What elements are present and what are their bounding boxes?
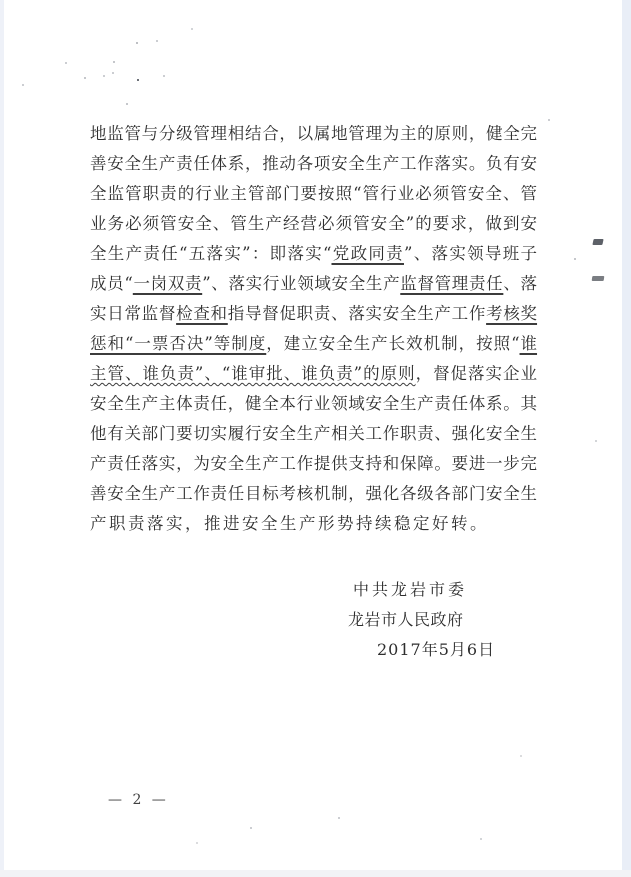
body-line xyxy=(90,179,537,209)
underlined-text-segment: 监督管理责任 xyxy=(400,274,504,293)
body-line xyxy=(90,299,537,329)
body-line xyxy=(90,329,537,359)
page-number: — 2 — xyxy=(108,792,169,808)
body-line xyxy=(90,239,537,269)
text-segment: 安全生产主体责任，健全本行业领域安全生产责任体系。其 xyxy=(90,394,537,413)
text-segment: 善安全生产工作责任目标考核机制，强化各级各部门安全生 xyxy=(90,484,537,503)
signature-party-committee: 中共龙岩市委 xyxy=(353,580,468,599)
text-segment: ”、落实领导班子 xyxy=(403,244,538,263)
body-line xyxy=(90,389,537,419)
underlined-text-segment: 惩和“一票否决”等制度 xyxy=(90,334,267,353)
signature-date: 2017年5月6日 xyxy=(377,640,496,659)
underlined-text-segment: 党政同责 xyxy=(331,244,404,263)
scan-edge-band-right xyxy=(622,0,631,877)
text-segment: 指导督促职责、落实安全生产工作 xyxy=(227,304,487,323)
text-segment: 全监管职责的行业主管部门要按照“管行业必须管安全、管 xyxy=(90,184,537,203)
scan-smudge xyxy=(592,276,605,281)
scan-specks xyxy=(0,0,2,2)
text-segment: 、落 xyxy=(503,274,538,293)
text-segment: 地监管与分级管理相结合，以属地管理为主的原则，健全完 xyxy=(90,124,537,143)
body-line xyxy=(90,419,537,449)
scan-edge-band-bottom xyxy=(0,870,631,877)
underlined-text-segment: 一岗双责 xyxy=(132,274,203,293)
underlined-text-segment: 检查和 xyxy=(176,304,228,323)
underlined-text-segment: 主管、谁负责”、“谁审批、谁负责”的原则 xyxy=(90,364,416,383)
body-line xyxy=(90,479,537,509)
body-line xyxy=(90,359,537,389)
underlined-text-segment: 谁 xyxy=(519,334,538,353)
signature-municipal-government: 龙岩市人民政府 xyxy=(348,610,464,629)
body-line xyxy=(90,509,537,539)
text-segment: 产职责落实，推进安全生产形势持续稳定好转。 xyxy=(90,514,489,533)
text-segment: 业务必须管安全、管生产经营必须管安全”的要求，做到安 xyxy=(90,214,537,233)
text-segment: 全生产责任“五落实”：即落实“ xyxy=(90,244,332,263)
scan-smudge xyxy=(592,239,603,245)
text-segment: ，督促落实企业 xyxy=(415,364,538,383)
body-line xyxy=(90,209,537,239)
text-segment: 善安全生产责任体系，推动各项安全生产工作落实。负有安 xyxy=(90,154,537,173)
text-segment: 他有关部门要切实履行安全生产相关工作职责、强化安全生 xyxy=(90,424,537,443)
text-segment: 产责任落实，为安全生产工作提供支持和保障。要进一步完 xyxy=(90,454,537,473)
text-segment: ，建立安全生产长效机制，按照“ xyxy=(266,334,520,353)
document-body xyxy=(90,119,537,539)
text-segment: 成员“ xyxy=(90,274,133,293)
body-line xyxy=(90,449,537,479)
text-segment: ”、落实行业领域安全生产 xyxy=(202,274,401,293)
body-line xyxy=(90,119,537,149)
underlined-text-segment: 考核奖 xyxy=(486,304,538,323)
scan-edge-band-left xyxy=(0,0,4,877)
text-segment: 实日常监督 xyxy=(90,304,177,323)
body-line xyxy=(90,149,537,179)
body-line xyxy=(90,269,537,299)
